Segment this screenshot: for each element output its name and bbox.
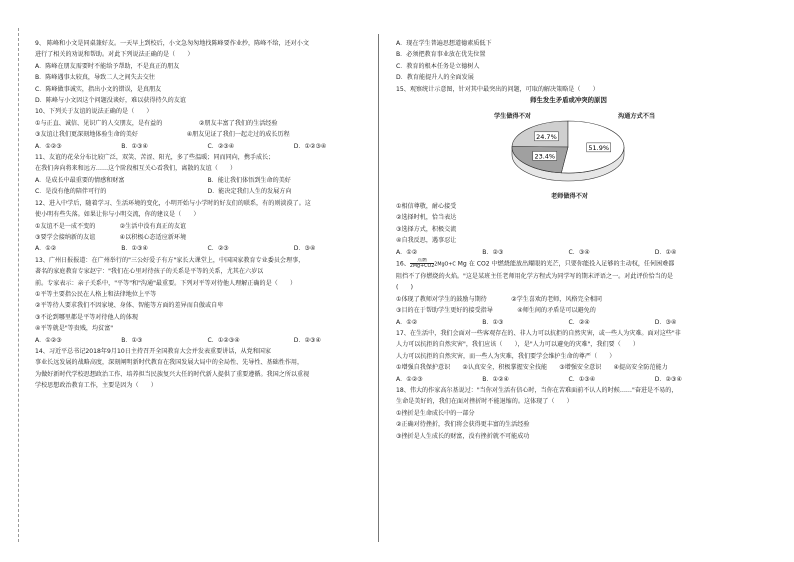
text-line: ②正确对待挫折，我们将会获得更丰富的生活经验 — [396, 421, 530, 429]
text-line: 使小明有些失落。如果让你与小明交流，你的建议是（ ） — [35, 211, 200, 219]
text-line: ①增强自我保护意识 ②认真安全，积极掌握安全技能 ③增强安全意识 ④提高安全防范能力 — [396, 364, 668, 372]
answer-option: A．①②③ — [35, 336, 62, 344]
answer-option: D．①②③④ — [293, 142, 327, 150]
answer-option: B．①③④ — [121, 142, 148, 150]
right-column-top — [396, 38, 741, 95]
equation-reactants: 2Mg+CO2 — [409, 264, 435, 270]
answer-option: A．①② — [396, 248, 418, 256]
answer-option: B．①③④ — [121, 245, 148, 253]
answer-option: D．①④ — [654, 248, 677, 256]
q16-text: Mg 在 CO2 中燃烧能放出耀眼的光芒，只要你能投入足够的主动权，任何困难都 — [457, 260, 675, 268]
text-line: ①友谊不是一成不变的 ②生活中没有真正的友谊 — [35, 222, 187, 230]
text-line: ③目的在于帮助学生更好的接受指导 ④师生间的矛盾是可以避免的 — [396, 307, 596, 315]
text-line: C．陈峰做事诚实，指出小文的错误，是真朋友 — [35, 85, 162, 93]
answer-option: B．①②④ — [482, 375, 509, 383]
text-line: 学校思想政治教育工作，主要是因为（ ） — [35, 382, 157, 390]
text-line: 为做好新时代学校思想政治工作、培养担当民族复兴大任的时代新人提供了重要遵循。我国之所以重视 — [35, 370, 310, 378]
text-line: 在我们奔向将来和远方……这个阶段相互关心看我们，离散的友谊（ ） — [35, 165, 237, 173]
answer-options — [35, 186, 380, 197]
text-line: ③不论到哪里都是平等对待他人的体现 — [35, 313, 138, 321]
text-line: ①体现了教师对学生的鼓励与期待 ②学生喜欢的老师，风格完全相同 — [396, 295, 602, 303]
text-line: B．必须把教育事业放在优先位置 — [396, 51, 486, 59]
answer-option: D．②③④ — [293, 336, 321, 344]
pie-svg — [396, 95, 741, 201]
right-column-bottom — [396, 201, 741, 442]
q16-prefix: 16、 — [396, 260, 410, 268]
chart-category-label: 老师做得不对 — [551, 193, 589, 201]
text-line: A．陈峰在朋友需要时不能给予帮助，不是真正的朋友 — [35, 62, 180, 70]
text-line: ②平等待人要求我们不因家境、身体、智能等方面的差异而自傲或自卑 — [35, 302, 224, 310]
equation-fraction — [410, 258, 434, 269]
answer-option: D．③④ — [293, 245, 316, 253]
answer-option: C．①③④ — [568, 375, 596, 383]
text-line: 12、进入中学后，随着学习、生活环境的变化，小明开始与小学时的好友们的联系，有的则淡漠了。这 — [35, 199, 311, 207]
chart-category-label: 沟通方式不当 — [618, 113, 656, 121]
answer-options — [35, 175, 380, 186]
text-line: D．教育能提升人的全面发展 — [396, 74, 474, 82]
answer-option: B．②③ — [482, 248, 504, 256]
text-line: A．现在学生普遍思想道德素质低下 — [396, 40, 492, 47]
text-line: 进行了相关的劝说和帮助。对此下列说法正确的是（ ） — [35, 51, 194, 59]
text-line: 人力可以抗拒的自然灾害"，我们应该（ ），是"人力可以避免的灾难"，我们要（ ） — [396, 341, 640, 349]
text-line: C．教育的根本任务是立德树人 — [396, 62, 480, 70]
answer-option: C．是没有他的陪伴可行的 — [35, 188, 107, 196]
pie-chart — [396, 95, 741, 201]
text-line: ③友谊让我们更深刻地体验生命的美好 ④朋友见证了我们一起走过的成长历程 — [35, 131, 290, 139]
text-line: 人力可以抗拒的自然灾害，而一些人为灾难，我们要学会维护生命的尊严（ ） — [396, 352, 616, 360]
binding-line — [18, 28, 20, 542]
text-line: 前。专家表示：亲子关系中，"平等"和"沟通"最重要。下列对平等对待他人理解正确的是（ ） — [35, 279, 297, 287]
answer-option: C．②③④ — [207, 142, 235, 150]
answer-option: C．②③ — [207, 245, 229, 253]
answer-option: D．②③④ — [654, 375, 682, 383]
answer-option: A．①② — [396, 318, 418, 326]
text-line: ③挫折是人生成长的财富，没有挫折就不可能成功 — [396, 432, 530, 440]
text-line: ②选择时机，恰当表达 — [396, 214, 457, 222]
answer-option: D．③④ — [654, 318, 677, 326]
text-line: ④自我反思，遇事忍让 — [396, 237, 457, 245]
text-line: 11、友谊的花朵分布比较广泛，双笑、苦涩、阳光，多了些温暖；同而同向，携手成长； — [35, 154, 275, 162]
chart-title: 师生发生矛盾或冲突的原因 — [530, 96, 607, 105]
answer-options — [35, 335, 380, 346]
text-line: ①挫折是生命成长中的一部分 — [396, 409, 475, 417]
text-line: ①相信尊敬，耐心接受 — [396, 203, 457, 211]
text-line: 15、观察统计示意图，针对其中最突出的问题，可取的解决策略是（ ） — [396, 85, 599, 93]
right-column — [396, 38, 741, 442]
answer-option: B．①③ — [482, 318, 504, 326]
answer-option: B．能让我们体悟到生命的美好 — [207, 176, 291, 184]
pie-data-label: 51.9% — [588, 144, 610, 153]
answer-options — [396, 317, 741, 328]
answer-options — [35, 141, 380, 152]
text-line: D．陈峰与小文因这个问题没谈好，难以获得持久的友谊 — [35, 97, 186, 105]
answer-option: C．③④ — [568, 248, 590, 256]
answer-option: A．是成长中最重要的情感和财富 — [35, 176, 125, 184]
answer-options — [35, 243, 380, 254]
text-line: 事业长远发展的战略高度，深刻阐明新时代教育在我国发展大局中的全局性、先导性、基础性作用， — [35, 359, 304, 367]
text-line: ④平等就是"等贵贱，均贫富" — [35, 325, 114, 333]
text-line: 13、广州日报报道：在广州举行的"三公好爱子有方"家长大课堂上，中国国家教育专业委员会理事， — [35, 256, 305, 264]
text-line: ①与正直、诚信、见识广的人交朋友，是有益的 ②朋友丰富了我们的生活经验 — [35, 119, 278, 127]
answer-option: A．①② — [35, 245, 57, 253]
pie-data-label: 24.7% — [536, 133, 557, 142]
text-line: 10、下列关于友谊的说法正确的是（ ） — [35, 108, 153, 116]
answer-option: C．②④ — [568, 318, 590, 326]
text-line: ③选择方式，积极交流 — [396, 225, 457, 233]
answer-option: C．①②③④ — [207, 336, 240, 344]
question-16 — [396, 258, 741, 282]
text-line: 17、在生活中，我们会面对一些客观存在的、非人力可以抗拒的自然灾害，或一些人为灾难。面对这些"非 — [396, 330, 681, 337]
text-line: 14、习近平总书记2018年9月10日主持召开全国教育大会并发表重要讲话，从党和国家 — [35, 347, 271, 355]
left-column — [35, 38, 380, 392]
equation-products: 2MgO+C — [434, 262, 456, 268]
text-line: ③要学会接纳新的友谊 ④以积极心态适应新环境 — [35, 233, 187, 241]
pie-data-label: 23.4% — [534, 152, 556, 161]
text-line: 9、 陈峰和小文是同桌兼好友。一天早上到校后，小文急匆匆地找陈峰要作业抄，陈峰不给，还对小文 — [35, 40, 309, 47]
text-line: 18、伟大的作家高尔基说过："当你对生活有信心时，当你在苦难面前不认人的时候……"奋进是不易的， — [396, 387, 678, 395]
answer-options — [396, 374, 741, 385]
answer-option: B．①③ — [121, 336, 143, 344]
answer-options — [396, 247, 741, 258]
equation-condition: 点燃 — [410, 258, 434, 264]
text-line: 著名的家庭教育专家赵宁："我们在心里对待孩子的关系是平等的关系，尤其在六岁以 — [35, 268, 264, 276]
text-line: ①平等主要指公民在人格上和法律地位上平等 — [35, 290, 157, 298]
text-line: B．陈峰遇事太较真，导致二人之间失去交往 — [35, 74, 155, 82]
q16-text-line2: 阻挡不了你燃烧的火焰。"这是某班主任老师用化学方程式为同学写的期末评语之一。对此评价恰当的是 — [396, 272, 674, 280]
answer-option: D．能决定我们人生的发展方向 — [207, 188, 292, 196]
chart-category-label: 学生做得不对 — [494, 113, 532, 121]
answer-option: A．①②③ — [396, 375, 423, 383]
text-line: ( ) — [396, 284, 413, 292]
answer-option: A．①②③ — [35, 142, 62, 150]
text-line: 生命是美好的，我们在面对挫折时不能退缩的。这体现了（ ） — [396, 398, 573, 406]
